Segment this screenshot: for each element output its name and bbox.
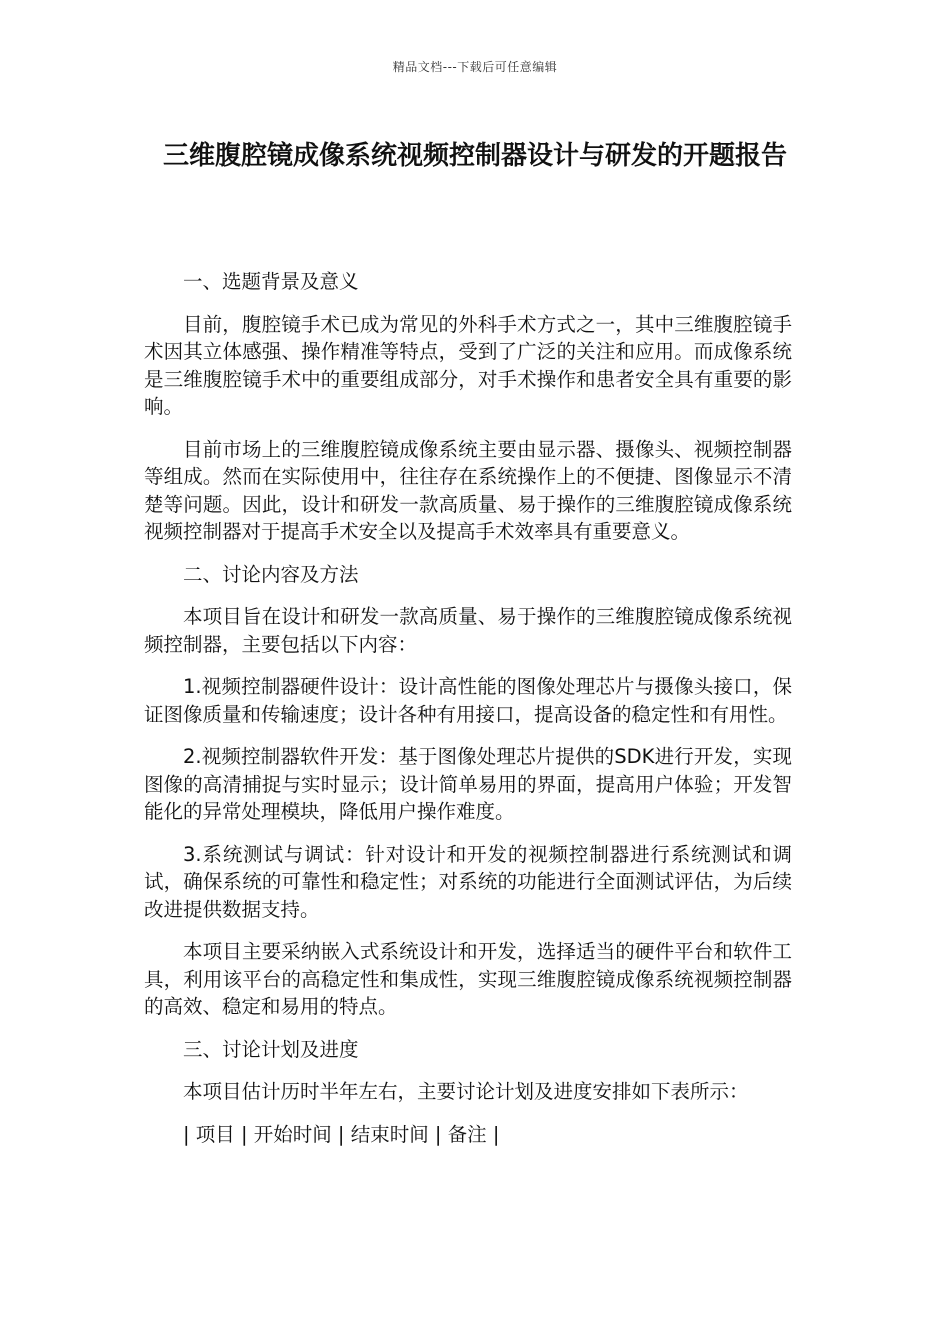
paragraph-item-testing: 3.系统测试与调试：针对设计和开发的视频控制器进行系统测试和调试，确保系统的可靠性和稳定性；对系统的功能进行全面测试评估，为后续改进提供数据支持。 (144, 842, 792, 921)
document-title: 三维腹腔镜成像系统视频控制器设计与研发的开题报告 (162, 141, 787, 171)
document-body (144, 268, 792, 1163)
section-heading-content-methods: 二、讨论内容及方法 (183, 562, 359, 586)
paragraph-background-1: 目前，腹腔镜手术已成为常见的外科手术方式之一，其中三维腹腔镜手术因其立体感强、操作精准等特点，受到了广泛的关注和应用。而成像系统是三维腹腔镜手术中的重要组成部分，对手术操作和患者安全具有重要的影响。 (144, 312, 792, 418)
table-header-row: | 项目 | 开始时间 | 结束时间 | 备注 | (183, 1122, 500, 1146)
paragraph-plan-intro: 本项目估计历时半年左右，主要讨论计划及进度安排如下表所示： (183, 1080, 749, 1103)
paragraph-background-2: 目前市场上的三维腹腔镜成像系统主要由显示器、摄像头、视频控制器等组成。然而在实际使用中，往往存在系统操作上的不便捷、图像显示不清楚等问题。因此，设计和研发一款高质量、易于操作的三维腹腔镜成像系统视频控制器对于提高手术安全以及提高手术效率具有重要意义。 (144, 437, 792, 543)
paragraph-item-software: 2.视频控制器软件开发：基于图像处理芯片提供的SDK进行开发，实现图像的高清捕捉与实时显示；设计简单易用的界面，提高用户体验；开发智能化的异常处理模块，降低用户操作难度。 (144, 745, 792, 823)
section-heading-plan: 三、讨论计划及进度 (183, 1037, 359, 1061)
page-header: 精品文档---下载后可任意编辑 (392, 60, 558, 74)
paragraph-project-aim: 本项目旨在设计和研发一款高质量、易于操作的三维腹腔镜成像系统视频控制器，主要包括以下内容： (144, 605, 792, 656)
paragraph-item-hardware: 1.视频控制器硬件设计：设计高性能的图像处理芯片与摄像头接口，保证图像质量和传输速度；设计各种有用接口，提高设备的稳定性和有用性。 (144, 675, 792, 726)
paragraph-embedded-approach: 本项目主要采纳嵌入式系统设计和开发，选择适当的硬件平台和软件工具，利用该平台的高稳定性和集成性，实现三维腹腔镜成像系统视频控制器的高效、稳定和易用的特点。 (144, 940, 792, 1018)
section-heading-background: 一、选题背景及意义 (183, 270, 359, 293)
